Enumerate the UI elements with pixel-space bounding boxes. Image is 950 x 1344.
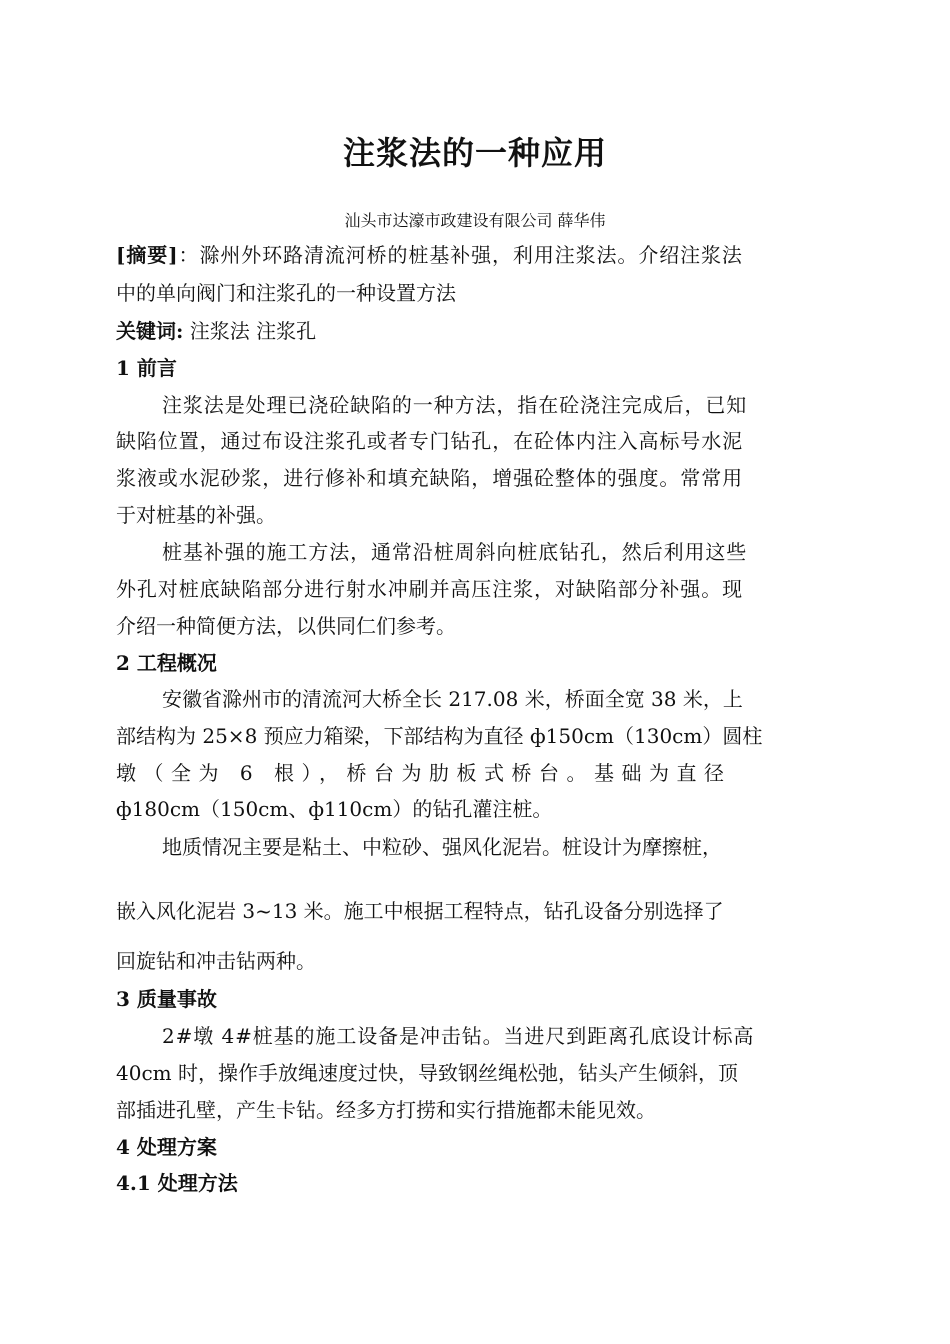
- paragraph-line: 缺陷位置，通过布设注浆孔或者专门钻孔，在砼体内注入高标号水泥: [116, 429, 743, 453]
- paragraph-line: 墩（全为 6 根），桥台为肋板式桥台。基础为直径: [116, 761, 732, 785]
- keywords-line: [116, 316, 836, 346]
- paragraph-line: 介绍一种简便方法，以供同仁们参考。: [116, 614, 456, 638]
- paragraph-line: 注浆法是处理已浇砼缺陷的一种方法，指在砼浇注完成后，已知: [162, 393, 748, 417]
- paragraph-line: 外孔对桩底缺陷部分进行射水冲刷并高压注浆，对缺陷部分补强。现: [116, 577, 743, 601]
- paragraph-line: 桩基补强的施工方法，通常沿桩周斜向桩底钻孔，然后利用这些: [162, 540, 748, 564]
- paragraph-line: ф180cm（150cm、ф110cm）的钻孔灌注桩。: [116, 797, 553, 821]
- section-heading-3: 3 质量事故: [116, 987, 217, 1011]
- abstract-line-2: 中的单向阀门和注浆孔的一种设置方法: [116, 281, 456, 305]
- paragraph-line: 地质情况主要是粘土、中粒砂、强风化泥岩。桩设计为摩擦桩，: [162, 835, 722, 859]
- abstract-label: [摘要]: [116, 243, 179, 267]
- paragraph-line: 安徽省滁州市的清流河大桥全长 217.08 米，桥面全宽 38 米，上: [162, 687, 743, 711]
- keywords-label: 关键词:: [116, 319, 184, 343]
- paragraph-line: 嵌入风化泥岩 3~13 米。施工中根据工程特点，钻孔设备分别选择了: [116, 899, 724, 923]
- paragraph-line: 于对桩基的补强。: [116, 503, 276, 527]
- section-heading-4: 4 处理方案: [116, 1135, 217, 1159]
- paragraph-line: 2#墩 4#桩基的施工设备是冲击钻。当进尺到距离孔底设计标高: [162, 1024, 755, 1048]
- keywords-text: 注浆法 注浆孔: [183, 319, 317, 343]
- abstract-separator: ：: [178, 243, 200, 267]
- paragraph-line: 部插进孔壁，产生卡钻。经多方打捞和实行措施都未能见效。: [116, 1098, 656, 1122]
- paragraph-line: 浆液或水泥砂浆，进行修补和填充缺陷，增强砼整体的强度。常常用: [116, 466, 743, 490]
- section-heading-2: 2 工程概况: [116, 651, 217, 675]
- paragraph-line: 部结构为 25×8 预应力箱梁，下部结构为直径 ф150cm（130cm）圆柱: [116, 724, 763, 748]
- paragraph-line: 回旋钻和冲击钻两种。: [116, 949, 316, 973]
- author-line: 汕头市达濠市政建设有限公司 薛华伟: [344, 211, 606, 230]
- section-heading-1: 1 前言: [116, 356, 177, 380]
- document-title: 注浆法的一种应用: [342, 134, 607, 172]
- subsection-heading-4-1: 4.1 处理方法: [116, 1171, 238, 1195]
- abstract-text-1: 滁州外环路清流河桥的桩基补强，利用注浆法。介绍注浆法: [199, 243, 743, 267]
- paragraph-line: 40cm 时，操作手放绳速度过快，导致钢丝绳松弛，钻头产生倾斜，顶: [116, 1061, 738, 1085]
- abstract-line-1: [116, 240, 836, 270]
